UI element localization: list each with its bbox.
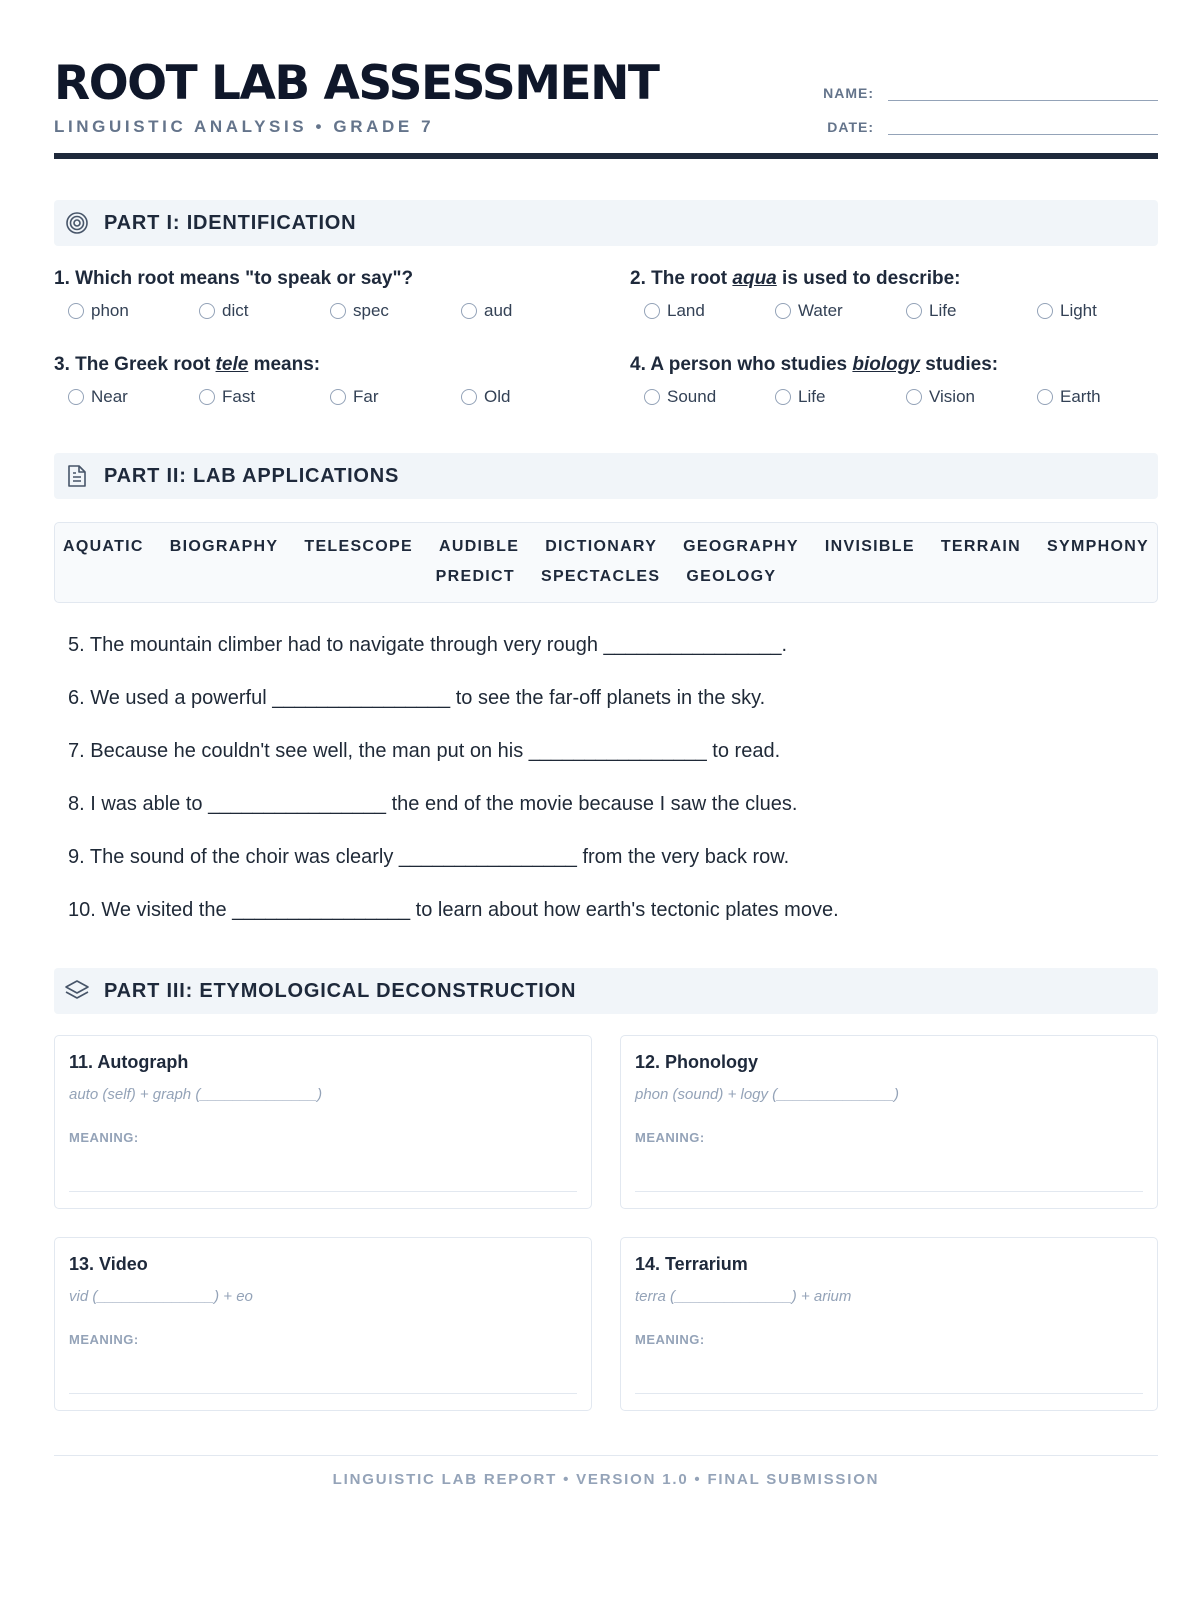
footer-text: LINGUISTIC LAB REPORT • VERSION 1.0 • FINAL SUBMISSION (332, 1471, 880, 1488)
option[interactable]: Water (775, 301, 906, 321)
section-title: PART I: IDENTIFICATION (104, 211, 357, 234)
radio-button[interactable] (68, 303, 84, 319)
option[interactable]: Old (461, 387, 592, 407)
option[interactable]: Light (1037, 301, 1168, 321)
name-line[interactable] (888, 83, 1158, 101)
word-bank-item: SYMPHONY (1047, 538, 1150, 555)
radio-button[interactable] (68, 389, 84, 405)
card-title: 14. Terrarium (635, 1254, 748, 1274)
option[interactable]: Life (906, 301, 1037, 321)
option[interactable]: Land (644, 301, 775, 321)
word-bank-item: DICTIONARY (545, 538, 658, 555)
radio-button[interactable] (461, 389, 477, 405)
question-3 (54, 354, 614, 407)
word-bank-item: TERRAIN (940, 538, 1022, 555)
page-subtitle: LINGUISTIC ANALYSIS • GRADE 7 (54, 117, 435, 136)
layers-icon (64, 978, 90, 1004)
document-icon (64, 463, 90, 489)
option[interactable]: phon (68, 301, 199, 321)
radio-button[interactable] (199, 389, 215, 405)
radio-button[interactable] (1037, 303, 1053, 319)
word-bank-item: BIOGRAPHY (169, 538, 279, 555)
option[interactable]: Fast (199, 387, 330, 407)
option[interactable]: Sound (644, 387, 775, 407)
sentence-8[interactable]: 8. I was able to ________________ the end of the movie because I saw the clues. (68, 793, 798, 815)
option[interactable]: dict (199, 301, 330, 321)
option[interactable]: Far (330, 387, 461, 407)
options (54, 301, 614, 321)
section-part-3 (54, 968, 1158, 1014)
meaning-label: MEANING: (69, 1332, 139, 1347)
word-bank-item: GEOLOGY (686, 568, 777, 585)
word-bank-item: TELESCOPE (304, 538, 413, 555)
section-part-1 (54, 200, 1158, 246)
meaning-label: MEANING: (635, 1130, 705, 1145)
deconstruction-card-14 (620, 1237, 1158, 1411)
word-bank-row (55, 568, 1157, 586)
name-field[interactable] (808, 83, 1158, 101)
sentence-6[interactable]: 6. We used a powerful ________________ to see the far-off planets in the sky. (68, 687, 766, 709)
word-bank (54, 522, 1158, 603)
radio-button[interactable] (461, 303, 477, 319)
word-bank-item: AUDIBLE (438, 538, 520, 555)
option[interactable]: spec (330, 301, 461, 321)
radio-button[interactable] (906, 389, 922, 405)
question-4 (630, 354, 1190, 407)
root-formula: terra (______________) + arium (635, 1288, 852, 1305)
section-title: PART III: ETYMOLOGICAL DECONSTRUCTION (104, 979, 577, 1002)
word-bank-row (55, 538, 1157, 556)
word-bank-item: SPECTACLES (540, 568, 661, 585)
option[interactable]: Earth (1037, 387, 1168, 407)
radio-button[interactable] (330, 303, 346, 319)
radio-button[interactable] (644, 389, 660, 405)
section-title: PART II: LAB APPLICATIONS (104, 464, 400, 487)
deconstruction-card-12 (620, 1035, 1158, 1209)
date-line[interactable] (888, 117, 1158, 135)
meaning-answer-line[interactable] (635, 1191, 1143, 1192)
word-bank-item: PREDICT (435, 568, 515, 585)
name-label: NAME: (823, 85, 874, 101)
meaning-answer-line[interactable] (69, 1393, 577, 1394)
question-text: 1. Which root means "to speak or say"? (54, 268, 414, 289)
header (54, 0, 1158, 160)
option[interactable]: aud (461, 301, 592, 321)
meaning-answer-line[interactable] (69, 1191, 577, 1192)
options (54, 387, 614, 407)
radio-button[interactable] (775, 303, 791, 319)
word-bank-item: GEOGRAPHY (683, 538, 799, 555)
option[interactable]: Near (68, 387, 199, 407)
date-field[interactable] (808, 117, 1158, 135)
meaning-answer-line[interactable] (635, 1393, 1143, 1394)
page-title: ROOT LAB ASSESSMENT (54, 56, 659, 111)
question-text: 4. A person who studies biology studies: (630, 354, 999, 375)
word-bank-item: INVISIBLE (824, 538, 915, 555)
option[interactable]: Life (775, 387, 906, 407)
option[interactable]: Vision (906, 387, 1037, 407)
question-1 (54, 268, 614, 321)
sentence-9[interactable]: 9. The sound of the choir was clearly ________________ from the very back row. (68, 846, 790, 868)
radio-button[interactable] (1037, 389, 1053, 405)
deconstruction-card-13 (54, 1237, 592, 1411)
header-divider (54, 153, 1158, 159)
meaning-label: MEANING: (635, 1332, 705, 1347)
deconstruction-card-11 (54, 1035, 592, 1209)
question-text: 2. The root aqua is used to describe: (630, 268, 961, 289)
root-formula: vid (______________) + eo (69, 1288, 253, 1305)
options (630, 301, 1190, 321)
date-label: DATE: (827, 119, 874, 135)
sentence-10[interactable]: 10. We visited the ________________ to learn about how earth's tectonic plates move. (68, 899, 839, 921)
root-formula: auto (self) + graph (______________) (69, 1086, 323, 1103)
radio-button[interactable] (644, 303, 660, 319)
worksheet-page (54, 0, 1158, 1488)
card-title: 11. Autograph (69, 1052, 189, 1072)
target-icon (64, 210, 90, 236)
word-bank-item: AQUATIC (62, 538, 144, 555)
radio-button[interactable] (775, 389, 791, 405)
question-2 (630, 268, 1190, 321)
card-title: 12. Phonology (635, 1052, 759, 1072)
meaning-label: MEANING: (69, 1130, 139, 1145)
options (630, 387, 1190, 407)
radio-button[interactable] (906, 303, 922, 319)
root-formula: phon (sound) + logy (______________) (635, 1086, 899, 1103)
sentence-5[interactable]: 5. The mountain climber had to navigate through very rough ________________. (68, 634, 788, 656)
card-title: 13. Video (69, 1254, 148, 1274)
radio-button[interactable] (330, 389, 346, 405)
sentence-7[interactable]: 7. Because he couldn't see well, the man put on his ________________ to read. (68, 740, 781, 762)
question-text: 3. The Greek root tele means: (54, 354, 321, 375)
section-part-2 (54, 453, 1158, 499)
radio-button[interactable] (199, 303, 215, 319)
footer-divider (54, 1455, 1158, 1456)
